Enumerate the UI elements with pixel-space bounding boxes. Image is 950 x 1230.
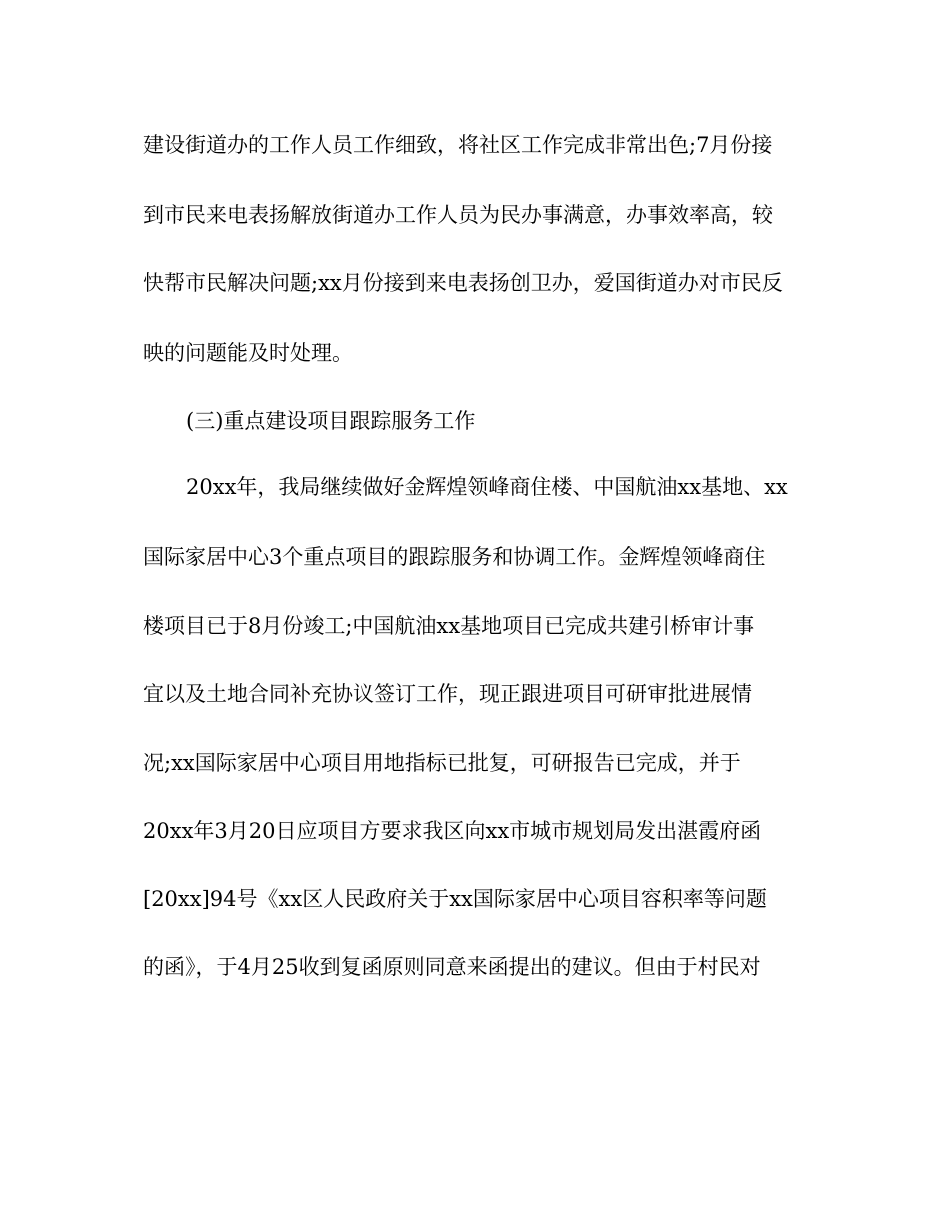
paragraph-line: 国际家居中心3个重点项目的跟踪服务和协调工作。金辉煌领峰商住 bbox=[143, 545, 766, 569]
paragraph-line: 楼项目已于8月份竣工;中国航油xx基地项目已完成共建引桥审计事 bbox=[143, 614, 755, 638]
paragraph-line: 况;xx国际家居中心项目用地指标已批复，可研报告已完成，并于 bbox=[143, 751, 741, 775]
paragraph-line: 宜以及土地合同补充协议签订工作，现正跟进项目可研审批进展情 bbox=[143, 682, 752, 706]
paragraph-line: 到市民来电表扬解放街道办工作人员为民办事满意，办事效率高，较 bbox=[143, 203, 773, 227]
paragraph-line: 20xx年3月20日应项目方要求我区向xx市城市规划局发出湛霞府函 bbox=[143, 819, 762, 843]
paragraph-line: 建设街道办的工作人员工作细致，将社区工作完成非常出色;7月份接 bbox=[143, 133, 773, 157]
section-heading: (三)重点建设项目跟踪服务工作 bbox=[186, 409, 476, 433]
paragraph-line: [20xx]94号《xx区人民政府关于xx国际家居中心项目容积率等问题 bbox=[143, 887, 767, 911]
paragraph-line: 快帮市民解决问题;xx月份接到来电表扬创卫办，爱国街道办对市民反 bbox=[143, 271, 783, 295]
paragraph-line: 的函》，于4月25收到复函原则同意来函提出的建议。但由于村民对 bbox=[143, 955, 761, 979]
paragraph-line: 映的问题能及时处理。 bbox=[143, 341, 353, 365]
paragraph-line: 20xx年，我局继续做好金辉煌领峰商住楼、中国航油xx基地、xx bbox=[186, 475, 788, 499]
